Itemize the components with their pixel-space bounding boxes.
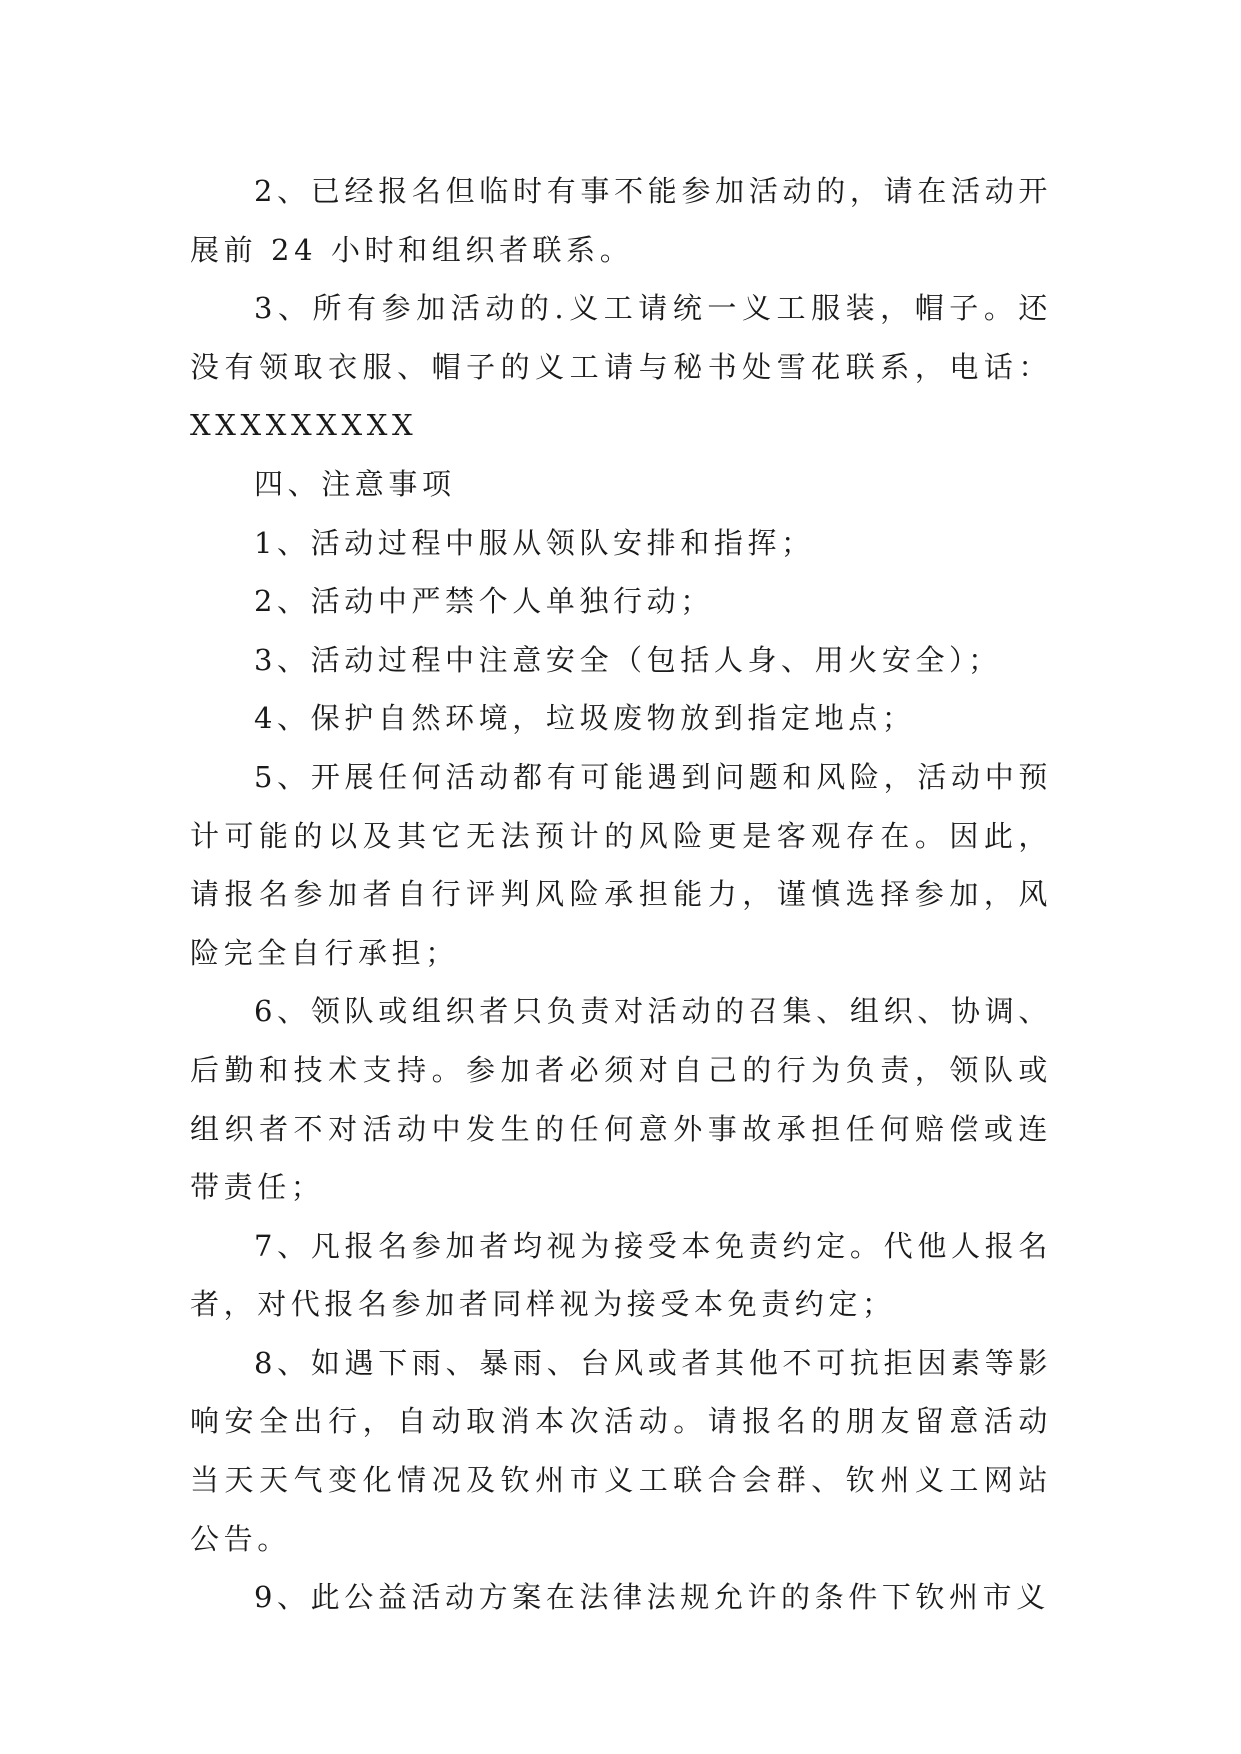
paragraph-uniform-notice: 3、所有参加活动的.义工请统一义工服装，帽子。还没有领取衣服、帽子的义工请与秘书处雪花联系，电话：XXXXXXXXX [190, 291, 1052, 443]
paragraph-cancel-notice: 2、已经报名但临时有事不能参加活动的，请在活动开展前 24 小时和组织者联系。 [190, 174, 1052, 267]
paragraph-note-1: 1、活动过程中服从领队安排和指挥； [254, 525, 815, 560]
paragraph-note-8: 8、如遇下雨、暴雨、台风或者其他不可抗拒因素等影响安全出行，自动取消本次活动。请报名的朋友留意活动当天天气变化情况及钦州市义工联合会群、钦州义工网站公告。 [190, 1345, 1052, 1556]
paragraph-note-5: 5、开展任何活动都有可能遇到问题和风险，活动中预计可能的以及其它无法预计的风险更是客观存在。因此，请报名参加者自行评判风险承担能力，谨慎选择参加，风险完全自行承担； [190, 759, 1052, 970]
paragraph-note-6: 6、领队或组织者只负责对活动的召集、组织、协调、后勤和技术支持。参加者必须对自己的行为负责，领队或组织者不对活动中发生的任何意外事故承担任何赔偿或连带责任； [190, 994, 1052, 1205]
document-body [190, 162, 1052, 1627]
paragraph-note-2: 2、活动中严禁个人单独行动； [254, 584, 714, 619]
paragraph-note-7: 7、凡报名参加者均视为接受本免责约定。代他人报名者，对代报名参加者同样视为接受本免责约定； [190, 1228, 1052, 1322]
paragraph-note-9: 9、此公益活动方案在法律法规允许的条件下钦州市义 [254, 1580, 1050, 1615]
section-heading-notes: 四、注意事项 [254, 466, 456, 501]
paragraph-note-3: 3、活动过程中注意安全（包括人身、用火安全）； [254, 642, 1002, 677]
paragraph-note-4: 4、保护自然环境，垃圾废物放到指定地点； [254, 701, 916, 736]
